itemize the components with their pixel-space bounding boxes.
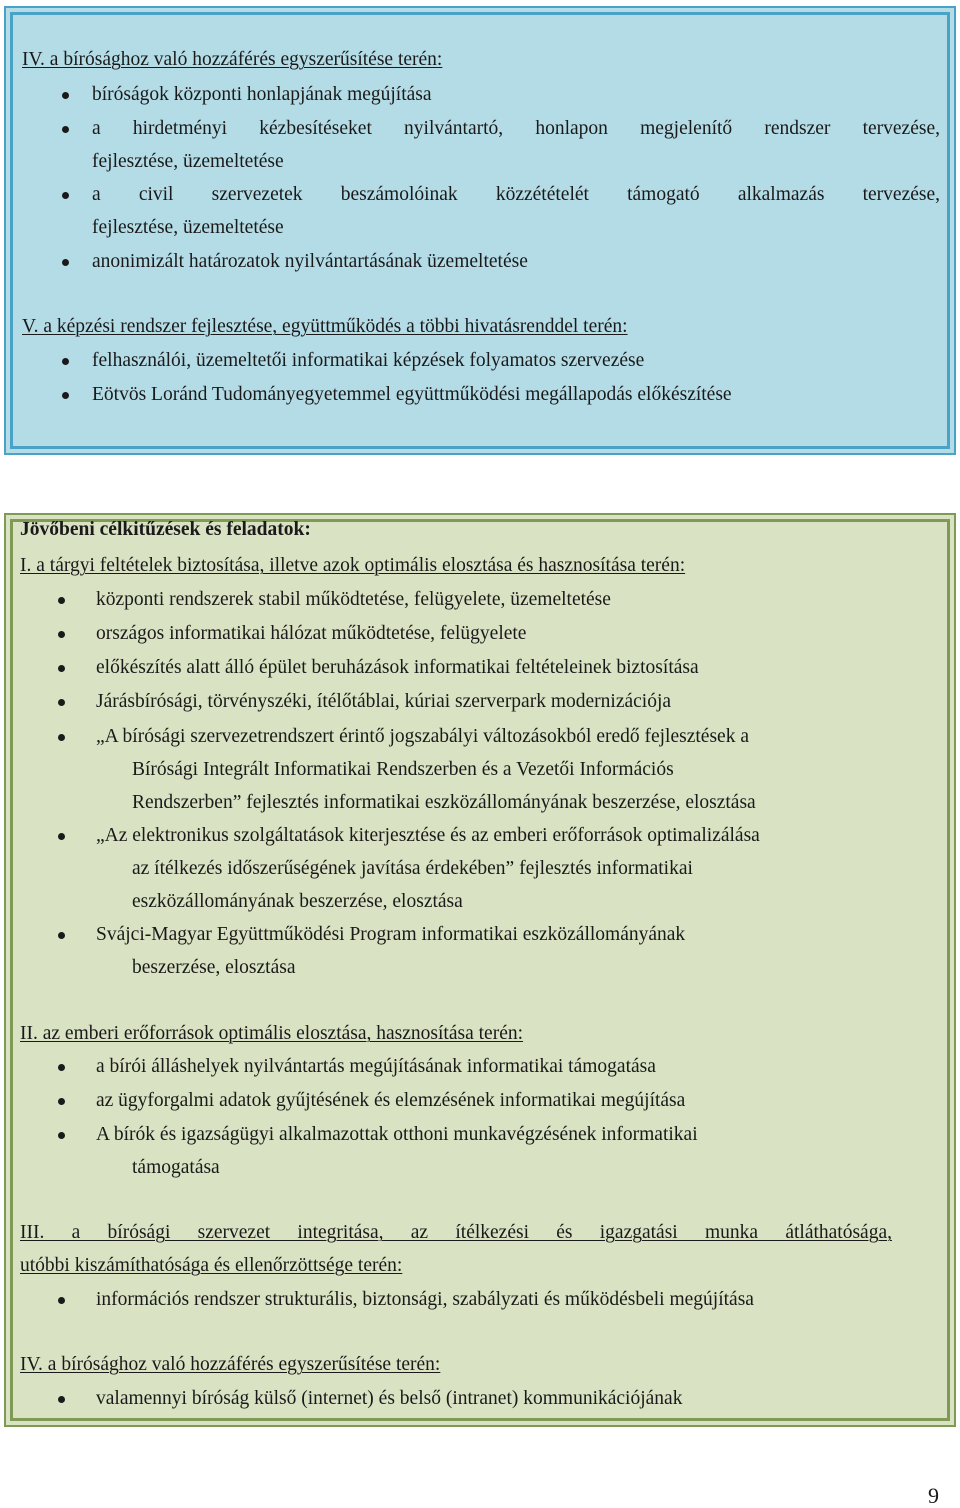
- list-item-continuation: Rendszerben” fejlesztés informatikai eszközállományának beszerzése, elosztása: [132, 792, 756, 813]
- list-item: információs rendszer strukturális, biztonsági, szabályzati és működésbeli megújítása: [96, 1289, 754, 1310]
- list-item: központi rendszerek stabil működtetése, felügyelete, üzemeltetése: [96, 589, 611, 610]
- bullet-icon: [58, 665, 65, 672]
- section-iv-heading-future: IV. a bírósághoz való hozzáférés egyszerűsítése terén:: [20, 1354, 441, 1375]
- section-ii-heading: II. az emberi erőforrások optimális elosztása, hasznosítása terén:: [20, 1023, 524, 1044]
- bullet-icon: [58, 597, 65, 604]
- bullet-icon: [58, 1297, 65, 1304]
- bullet-icon: [58, 833, 65, 840]
- list-item: anonimizált határozatok nyilvántartásának üzemeltetése: [92, 251, 528, 272]
- list-item: felhasználói, üzemeltetői informatikai képzések folyamatos szervezése: [92, 350, 645, 371]
- list-item: A bírók és igazságügyi alkalmazottak otthoni munkavégzésének informatikai: [96, 1124, 698, 1145]
- list-item-continuation: az ítélkezés időszerűségének javítása érdekében” fejlesztés informatikai: [132, 858, 693, 879]
- section-iv-heading: IV. a bírósághoz való hozzáférés egyszerűsítése terén:: [22, 49, 443, 70]
- bullet-icon: [62, 192, 69, 199]
- list-item-continuation: Bírósági Integrált Informatikai Rendszerben és a Vezetői Információs: [132, 759, 674, 780]
- list-item: bíróságok központi honlapjának megújítása: [92, 84, 432, 105]
- list-item: Járásbírósági, törvényszéki, ítélőtáblai, kúriai szerverpark modernizációja: [96, 691, 672, 712]
- list-item-continuation: beszerzése, elosztása: [132, 957, 296, 978]
- bullet-icon: [62, 358, 69, 365]
- bullet-icon: [58, 1064, 65, 1071]
- bullet-icon: [58, 1098, 65, 1105]
- list-item: valamennyi bíróság külső (internet) és belső (intranet) kommunikációjának: [96, 1388, 683, 1409]
- future-goals-title: Jövőbeni célkitűzések és feladatok:: [20, 519, 311, 540]
- bullet-icon: [58, 699, 65, 706]
- bullet-icon: [62, 259, 69, 266]
- bullet-icon: [58, 1132, 65, 1139]
- list-item: „Az elektronikus szolgáltatások kiterjesztése és az emberi erőforrások optimalizálása: [96, 825, 760, 846]
- list-item-continuation: fejlesztése, üzemeltetése: [92, 151, 284, 172]
- bullet-icon: [62, 92, 69, 99]
- list-item: Eötvös Loránd Tudományegyetemmel együttműködési megállapodás előkészítése: [92, 384, 732, 405]
- list-item: az ügyforgalmi adatok gyűjtésének és elemzésének informatikai megújítása: [96, 1090, 686, 1111]
- list-item: országos informatikai hálózat működtetése, felügyelete: [96, 623, 527, 644]
- section-v-heading: V. a képzési rendszer fejlesztése, együttműködés a többi hivatásrenddel terén:: [22, 316, 628, 337]
- list-item-continuation: eszközállományának beszerzése, elosztása: [132, 891, 463, 912]
- list-item: a hirdetményi kézbesítéseket nyilvántartó, honlapon megjelenítő rendszer tervezése,: [92, 118, 940, 139]
- list-item: előkészítés alatt álló épület beruházások informatikai feltételeinek biztosítása: [96, 657, 699, 678]
- list-item: Svájci-Magyar Együttműködési Program informatikai eszközállományának: [96, 924, 686, 945]
- bullet-icon: [58, 734, 65, 741]
- bullet-icon: [58, 932, 65, 939]
- bullet-icon: [62, 392, 69, 399]
- bullet-icon: [62, 126, 69, 133]
- section-iii-heading-continuation: utóbbi kiszámíthatósága és ellenőrzöttsége terén:: [20, 1255, 403, 1276]
- bullet-icon: [58, 631, 65, 638]
- list-item: „A bírósági szervezetrendszert érintő jogszabályi változásokból eredő fejlesztések a: [96, 726, 749, 747]
- list-item-continuation: támogatása: [132, 1157, 220, 1178]
- list-item: a bírói álláshelyek nyilvántartás megújításának informatikai támogatása: [96, 1056, 656, 1077]
- list-item: a civil szervezetek beszámolóinak közzétételét támogató alkalmazás tervezése,: [92, 184, 940, 205]
- bullet-icon: [58, 1396, 65, 1403]
- section-iii-heading: III. a bírósági szervezet integritása, az ítélkezési és igazgatási munka átláthatósága,: [20, 1222, 892, 1243]
- page-number: 9: [928, 1483, 939, 1508]
- list-item-continuation: fejlesztése, üzemeltetése: [92, 217, 284, 238]
- section-i-heading: I. a tárgyi feltételek biztosítása, illetve azok optimális elosztása és hasznosítása terén:: [20, 555, 686, 576]
